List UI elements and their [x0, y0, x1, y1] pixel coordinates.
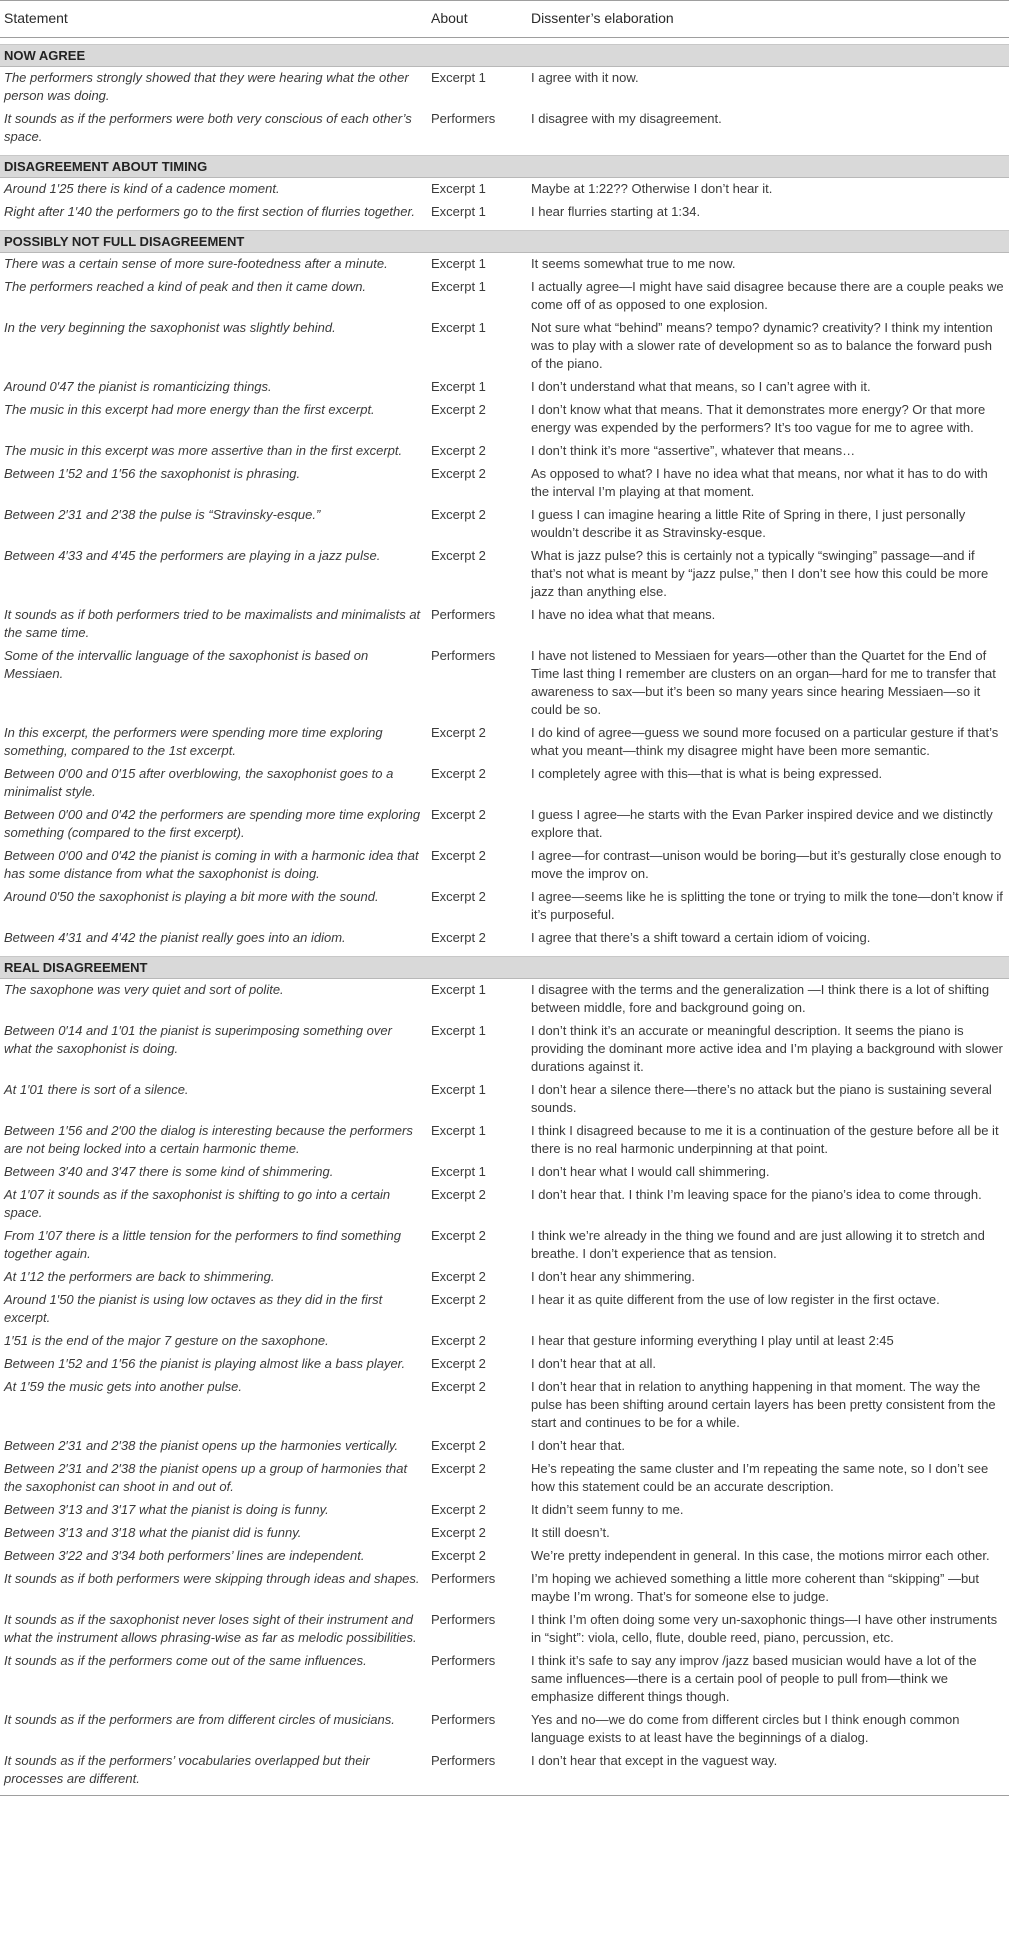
- about-cell: Excerpt 2: [431, 466, 486, 481]
- about-cell: Performers: [431, 607, 496, 622]
- statement-cell: The performers reached a kind of peak and then it came down.: [4, 279, 367, 294]
- about-cell: Excerpt 2: [431, 443, 486, 458]
- statement-cell: Between 3′22 and 3′34 both performers’ lines are independent.: [4, 1548, 365, 1563]
- section-header-row: [0, 957, 1009, 979]
- about-cell: Excerpt 2: [431, 807, 486, 822]
- elaboration-cell: I don’t hear that at all.: [531, 1356, 657, 1371]
- section-title: NOW AGREE: [0, 45, 1009, 67]
- table-row: [0, 1225, 1009, 1266]
- table-row: [0, 504, 1009, 545]
- elaboration-cell: I don’t hear what I would call shimmering.: [531, 1164, 770, 1179]
- table-row: [0, 1376, 1009, 1435]
- elaboration-cell: I don’t think it’s more “assertive”, whatever that means…: [531, 443, 856, 458]
- about-cell: Excerpt 2: [431, 848, 486, 863]
- table-row: [0, 253, 1009, 277]
- table-row: [0, 1079, 1009, 1120]
- elaboration-cell: I don’t hear any shimmering.: [531, 1269, 696, 1284]
- elaboration-cell: I disagree with the terms and the generalization —I think there is a lot of shifting between middle, fore and background going on.: [531, 982, 990, 1015]
- elaboration-cell: I actually agree—I might have said disagree because there are a couple peaks we come off of as opposed to one explosion.: [531, 279, 1004, 312]
- table-body: [0, 38, 1009, 1796]
- statement-cell: Between 0′00 and 0′42 the pianist is coming in with a harmonic idea that has some distance from what the saxophonist is doing.: [4, 848, 419, 881]
- about-cell: Excerpt 2: [431, 1356, 486, 1371]
- statement-cell: The music in this excerpt was more assertive than in the first excerpt.: [4, 443, 403, 458]
- table-row: [0, 804, 1009, 845]
- section-title: DISAGREEMENT ABOUT TIMING: [0, 156, 1009, 178]
- elaboration-cell: I don’t hear that.: [531, 1438, 625, 1453]
- elaboration-cell: I agree with it now.: [531, 70, 639, 85]
- section-spacer: [0, 38, 1009, 45]
- statement-cell: Between 2′31 and 2′38 the pianist opens up a group of harmonies that the saxophonist can shoot in and out of.: [4, 1461, 408, 1494]
- about-cell: Excerpt 1: [431, 1082, 486, 1097]
- table-row: [0, 276, 1009, 317]
- table-row: [0, 317, 1009, 376]
- statement-cell: Between 0′14 and 1′01 the pianist is superimposing something over what the saxophonist is doing.: [4, 1023, 392, 1056]
- statement-cell: Between 1′52 and 1′56 the pianist is playing almost like a bass player.: [4, 1356, 406, 1371]
- section-header-row: [0, 156, 1009, 178]
- statement-cell: It sounds as if the performers come out of the same influences.: [4, 1653, 367, 1668]
- section-title: REAL DISAGREEMENT: [0, 957, 1009, 979]
- table-row: [0, 1353, 1009, 1376]
- table-row: [0, 1709, 1009, 1750]
- section-header-row: [0, 231, 1009, 253]
- header-elaboration: Dissenter’s elaboration: [525, 1, 1009, 38]
- table-row: [0, 886, 1009, 927]
- about-cell: Excerpt 2: [431, 1187, 486, 1202]
- about-cell: Excerpt 2: [431, 1502, 486, 1517]
- elaboration-cell: It still doesn’t.: [531, 1525, 610, 1540]
- elaboration-cell: We’re pretty independent in general. In this case, the motions mirror each other.: [531, 1548, 990, 1563]
- elaboration-cell: I hear it as quite different from the use of low register in the first octave.: [531, 1292, 940, 1307]
- table-row: [0, 1458, 1009, 1499]
- table-row: [0, 645, 1009, 722]
- table-row: [0, 1522, 1009, 1545]
- statement-cell: At 1′59 the music gets into another pulse.: [4, 1379, 243, 1394]
- elaboration-cell: I guess I agree—he starts with the Evan Parker inspired device and we distinctly explore that.: [531, 807, 993, 840]
- statement-cell: Between 2′31 and 2′38 the pianist opens up the harmonies vertically.: [4, 1438, 399, 1453]
- table-row: [0, 201, 1009, 224]
- table-row: [0, 1568, 1009, 1609]
- statement-cell: In this excerpt, the performers were spending more time exploring something, compared to the 1st excerpt.: [4, 725, 383, 758]
- table-row: [0, 927, 1009, 950]
- table-row: [0, 1330, 1009, 1353]
- about-cell: Performers: [431, 1571, 496, 1586]
- elaboration-cell: I don’t hear that except in the vaguest way.: [531, 1753, 778, 1768]
- header-statement: Statement: [0, 1, 425, 38]
- about-cell: Excerpt 1: [431, 204, 486, 219]
- statement-cell: At 1′12 the performers are back to shimmering.: [4, 1269, 275, 1284]
- statement-cell: The music in this excerpt had more energy than the first excerpt.: [4, 402, 375, 417]
- table-row: [0, 845, 1009, 886]
- header-about: About: [425, 1, 525, 38]
- statement-cell: Around 0′47 the pianist is romanticizing things.: [4, 379, 272, 394]
- elaboration-cell: What is jazz pulse? this is certainly not a typically “swinging” passage—and if that’s not what is meant by “jazz pulse,” then I don’t see how this could be more jazz than anything else.: [531, 548, 989, 599]
- table-row: [0, 545, 1009, 604]
- table-row: [0, 399, 1009, 440]
- statement-cell: Between 1′56 and 2′00 the dialog is interesting because the performers are not being locked into a certain harmonic theme.: [4, 1123, 413, 1156]
- table-row: [0, 1750, 1009, 1791]
- about-cell: Performers: [431, 1753, 496, 1768]
- statement-cell: Between 0′00 and 0′15 after overblowing, the saxophonist goes to a minimalist style.: [4, 766, 394, 799]
- table-row: [0, 108, 1009, 149]
- table-row: [0, 178, 1009, 202]
- statement-cell: There was a certain sense of more sure-footedness after a minute.: [4, 256, 388, 271]
- elaboration-cell: I agree that there’s a shift toward a certain idiom of voicing.: [531, 930, 871, 945]
- about-cell: Excerpt 2: [431, 548, 486, 563]
- about-cell: Excerpt 1: [431, 379, 486, 394]
- statement-cell: In the very beginning the saxophonist was slightly behind.: [4, 320, 336, 335]
- table-row: [0, 67, 1009, 109]
- statement-cell: It sounds as if the performers are from different circles of musicians.: [4, 1712, 395, 1727]
- about-cell: Performers: [431, 111, 496, 126]
- statement-cell: Between 1′52 and 1′56 the saxophonist is phrasing.: [4, 466, 301, 481]
- elaboration-cell: It didn’t seem funny to me.: [531, 1502, 684, 1517]
- about-cell: Excerpt 2: [431, 1461, 486, 1476]
- elaboration-cell: I agree—seems like he is splitting the tone or trying to milk the tone—don’t know if it’s purposeful.: [531, 889, 1003, 922]
- table-row: [0, 1184, 1009, 1225]
- about-cell: Excerpt 2: [431, 1548, 486, 1563]
- statement-cell: It sounds as if the performers’ vocabularies overlapped but their processes are different.: [4, 1753, 370, 1786]
- table-header: [0, 1, 1009, 38]
- about-cell: Excerpt 1: [431, 320, 486, 335]
- about-cell: Excerpt 2: [431, 1525, 486, 1540]
- elaboration-cell: He’s repeating the same cluster and I’m repeating the same note, so I don’t see how this statement could be an accurate description.: [531, 1461, 989, 1494]
- about-cell: Performers: [431, 648, 496, 663]
- elaboration-cell: I have no idea what that means.: [531, 607, 716, 622]
- elaboration-cell: I do kind of agree—guess we sound more focused on a particular gesture if that’s what you meant—think my disagree might have been more semantic.: [531, 725, 999, 758]
- about-cell: Excerpt 2: [431, 1292, 486, 1307]
- about-cell: Excerpt 2: [431, 1269, 486, 1284]
- about-cell: Excerpt 2: [431, 1379, 486, 1394]
- about-cell: Excerpt 2: [431, 1333, 486, 1348]
- elaboration-cell: I think we’re already in the thing we found and are just allowing it to stretch and breathe. I don’t experience that as tension.: [531, 1228, 985, 1261]
- elaboration-cell: I think it’s safe to say any improv /jazz based musician would have a lot of the same influences—there is a certain pool of people to pull from—think we emphasize different things though.: [531, 1653, 977, 1704]
- table-row: [0, 1609, 1009, 1650]
- elaboration-cell: I completely agree with this—that is what is being expressed.: [531, 766, 883, 781]
- elaboration-cell: I disagree with my disagreement.: [531, 111, 722, 126]
- table-row: [0, 1161, 1009, 1184]
- about-cell: Excerpt 2: [431, 402, 486, 417]
- elaboration-cell: I agree—for contrast—unison would be boring—but it’s gesturally close enough to move the improv on.: [531, 848, 1002, 881]
- table-row: [0, 1650, 1009, 1709]
- about-cell: Excerpt 1: [431, 279, 486, 294]
- elaboration-cell: I don’t think it’s an accurate or meaningful description. It seems the piano is providing the dominant more active idea and I’m playing a background with slower durations against it.: [531, 1023, 1003, 1074]
- about-cell: Performers: [431, 1612, 496, 1627]
- statement-cell: Around 1′50 the pianist is using low octaves as they did in the first excerpt.: [4, 1292, 383, 1325]
- table-row: [0, 1120, 1009, 1161]
- table-row: [0, 1020, 1009, 1079]
- about-cell: Excerpt 2: [431, 1228, 486, 1243]
- table-row: [0, 376, 1009, 399]
- statement-cell: From 1′07 there is a little tension for the performers to find something together again.: [4, 1228, 401, 1261]
- table-row: [0, 463, 1009, 504]
- statement-cell: Between 0′00 and 0′42 the performers are spending more time exploring something (compared to the first excerpt).: [4, 807, 421, 840]
- statement-cell: The saxophone was very quiet and sort of polite.: [4, 982, 284, 997]
- elaboration-cell: I don’t understand what that means, so I can’t agree with it.: [531, 379, 871, 394]
- statement-cell: It sounds as if both performers tried to be maximalists and minimalists at the same time.: [4, 607, 421, 640]
- elaboration-cell: I think I disagreed because to me it is a continuation of the gesture before all be it there is no real harmonic underpinning at that point.: [531, 1123, 999, 1156]
- about-cell: Excerpt 2: [431, 507, 486, 522]
- elaboration-cell: I don’t hear a silence there—there’s no attack but the piano is sustaining several sounds.: [531, 1082, 992, 1115]
- about-cell: Excerpt 2: [431, 725, 486, 740]
- table-row: [0, 763, 1009, 804]
- about-cell: Performers: [431, 1712, 496, 1727]
- elaboration-cell: I hear flurries starting at 1:34.: [531, 204, 701, 219]
- about-cell: Excerpt 2: [431, 1438, 486, 1453]
- table-row: [0, 604, 1009, 645]
- elaboration-cell: I don’t hear that. I think I’m leaving space for the piano’s idea to come through.: [531, 1187, 982, 1202]
- table-bottom-rule: [0, 1791, 1009, 1796]
- elaboration-cell: I have not listened to Messiaen for years—other than the Quartet for the End of Time last thing I remember are clusters on an organ—hard for me to transfer that awareness to sax—but it’s been so many years since hearing Messiaen—so it could be so.: [531, 648, 996, 717]
- table-row: [0, 1266, 1009, 1289]
- statement-cell: At 1′01 there is sort of a silence.: [4, 1082, 189, 1097]
- table-row: [0, 1499, 1009, 1522]
- about-cell: Excerpt 1: [431, 1023, 486, 1038]
- statement-cell: Between 3′13 and 3′18 what the pianist did is funny.: [4, 1525, 302, 1540]
- about-cell: Excerpt 1: [431, 256, 486, 271]
- elaboration-cell: It seems somewhat true to me now.: [531, 256, 736, 271]
- statement-cell: Around 0′50 the saxophonist is playing a bit more with the sound.: [4, 889, 379, 904]
- elaboration-cell: I think I’m often doing some very un-saxophonic things—I have other instruments in “sight”: viola, cello, flute, double reed, piano, percussion, etc.: [531, 1612, 998, 1645]
- statement-cell: Right after 1′40 the performers go to the first section of flurries together.: [4, 204, 415, 219]
- statement-cell: Between 4′31 and 4′42 the pianist really goes into an idiom.: [4, 930, 346, 945]
- elaboration-cell: I guess I can imagine hearing a little Rite of Spring in there, I just personally wouldn’t describe it as Stravinsky-esque.: [531, 507, 966, 540]
- table-row: [0, 722, 1009, 763]
- table-row: [0, 440, 1009, 463]
- about-cell: Excerpt 1: [431, 181, 486, 196]
- elaboration-cell: I don’t know what that means. That it demonstrates more energy? Or that more energy was expended by the performers? It’s too vague for me to agree with.: [531, 402, 986, 435]
- elaboration-cell: I don’t hear that in relation to anything happening in that moment. The way the pulse has been shifting around certain layers has been pretty consistent from the start and continues to be for a while.: [531, 1379, 996, 1430]
- statement-cell: The performers strongly showed that they were hearing what the other person was doing.: [4, 70, 409, 103]
- statement-cell: Some of the intervallic language of the saxophonist is based on Messiaen.: [4, 648, 369, 681]
- spacer-cell: [0, 38, 1009, 45]
- table-row: [0, 979, 1009, 1021]
- table-row: [0, 1435, 1009, 1458]
- table-row: [0, 1289, 1009, 1330]
- table-row: [0, 1545, 1009, 1568]
- elaboration-cell: Not sure what “behind” means? tempo? dynamic? creativity? I think my intention was to play with a slower rate of development so as to balance the forward push of the piano.: [531, 320, 993, 371]
- statement-cell: Between 4′33 and 4′45 the performers are playing in a jazz pulse.: [4, 548, 381, 563]
- statement-cell: Around 1′25 there is kind of a cadence moment.: [4, 181, 280, 196]
- statement-cell: Between 3′13 and 3′17 what the pianist is doing is funny.: [4, 1502, 329, 1517]
- about-cell: Performers: [431, 1653, 496, 1668]
- about-cell: Excerpt 1: [431, 70, 486, 85]
- elaboration-cell: Maybe at 1:22?? Otherwise I don’t hear it.: [531, 181, 773, 196]
- about-cell: Excerpt 2: [431, 889, 486, 904]
- statement-cell: At 1′07 it sounds as if the saxophonist is shifting to go into a certain space.: [4, 1187, 391, 1220]
- elaboration-cell: Yes and no—we do come from different circles but I think enough common language exists to at least have the beginnings of a dialog.: [531, 1712, 960, 1745]
- section-title: POSSIBLY NOT FULL DISAGREEMENT: [0, 231, 1009, 253]
- statement-cell: Between 2′31 and 2′38 the pulse is “Stravinsky-esque.”: [4, 507, 321, 522]
- statement-cell: It sounds as if both performers were skipping through ideas and shapes.: [4, 1571, 420, 1586]
- bottom-rule-cell: [0, 1791, 1009, 1796]
- about-cell: Excerpt 2: [431, 766, 486, 781]
- statement-cell: It sounds as if the saxophonist never loses sight of their instrument and what the instrument allows phrasing-wise as far as melodic possibilities.: [4, 1612, 417, 1645]
- about-cell: Excerpt 1: [431, 1164, 486, 1179]
- elaboration-cell: I’m hoping we achieved something a little more coherent than “skipping” —but maybe I’m wrong. That’s for someone else to judge.: [531, 1571, 980, 1604]
- elaboration-cell: I hear that gesture informing everything I play until at least 2:45: [531, 1333, 894, 1348]
- statement-cell: Between 3′40 and 3′47 there is some kind of shimmering.: [4, 1164, 334, 1179]
- statement-cell: It sounds as if the performers were both very conscious of each other’s space.: [4, 111, 412, 144]
- about-cell: Excerpt 1: [431, 982, 486, 997]
- statement-cell: 1′51 is the end of the major 7 gesture on the saxophone.: [4, 1333, 329, 1348]
- section-header-row: [0, 45, 1009, 67]
- about-cell: Excerpt 1: [431, 1123, 486, 1138]
- about-cell: Excerpt 2: [431, 930, 486, 945]
- elaboration-cell: As opposed to what? I have no idea what that means, nor what it has to do with the interval I’m playing at that moment.: [531, 466, 988, 499]
